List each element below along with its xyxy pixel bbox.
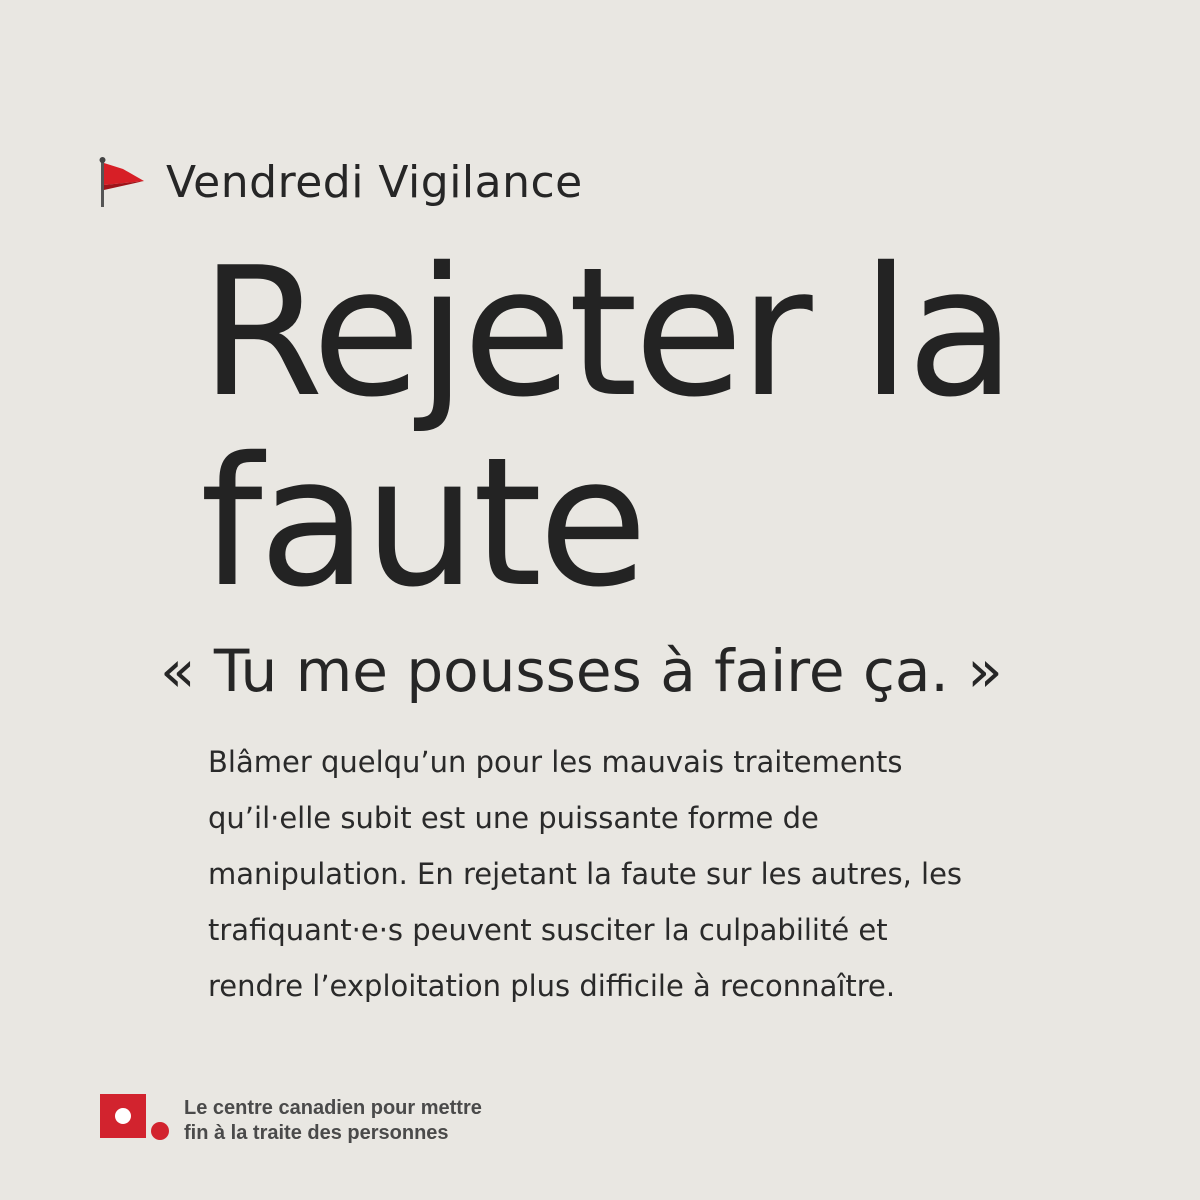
title-line-2: faute [200,419,644,626]
body-line-1: Blâmer quelqu’un pour les mauvais traitements [208,745,903,779]
organization-logo [100,1094,172,1142]
body-line-2: qu’il·elle subit est une puissante forme de [208,801,819,835]
logo-square [100,1094,146,1138]
title-line-1: Rejeter la [200,229,1012,436]
header [96,155,583,211]
body-paragraph [208,734,1148,1014]
footer [100,1094,482,1146]
organization-name-line-2: fin à la traite des personnes [184,1122,449,1144]
body-line-5: rendre l’exploitation plus difficile à reconnaître. [208,969,896,1003]
kicker-label: Vendredi Vigilance [166,157,583,208]
red-flag-icon [96,155,148,211]
quote: « Tu me pousses à faire ça. » [160,637,1003,705]
body-line-3: manipulation. En rejetant la faute sur les autres, les [208,857,963,891]
organization-name [184,1096,482,1146]
page-title [200,229,1160,626]
organization-name-line-1: Le centre canadien pour mettre [184,1097,482,1119]
body-line-4: trafiquant·e·s peuvent susciter la culpabilité et [208,913,888,947]
logo-dot [151,1122,169,1140]
